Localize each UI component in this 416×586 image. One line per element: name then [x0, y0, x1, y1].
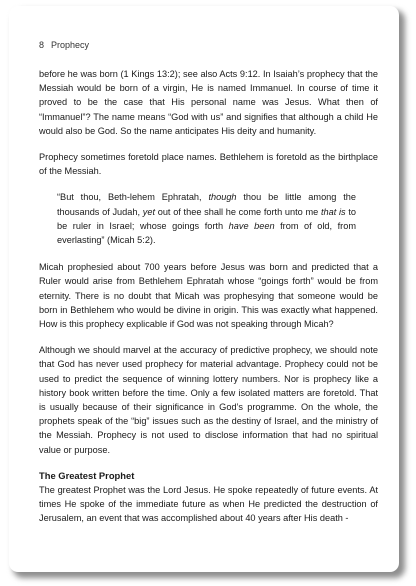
page-number: 8 — [39, 40, 45, 50]
section-title: Prophecy — [51, 40, 90, 50]
quote-text: out of thee shall he come forth unto me — [155, 206, 321, 217]
quote-italic: have been — [228, 220, 275, 231]
block-quote-micah — [39, 190, 378, 247]
running-header — [39, 40, 378, 51]
paragraph-immanuel: before he was born (1 Kings 13:2); see also Acts 9:12. In Isaiah’s prophecy that the Messiah would be born of a virgin, He is named Immanuel. In course of time it proved to be the case that His personal name was Jesus. What then of “Immanuel”? The name means “God with us” and signifies that although a child He would also be God. So the name anticipates His deity and humanity. — [39, 69, 378, 136]
paragraph-predictive-prophecy: Although we should marvel at the accuracy of predictive prophecy, we should note that God has never used prophecy for material advantage. Prophecy could not be used to predict the sequence of winning lottery numbers. Nor is prophecy like a history book written before the time. Only a few isolated matters are foretold. That is usually because of their significance in God’s programme. On the whole, the prophets speak of the “big” issues such as the destiny of Israel, and the ministry of the Messiah. Prophecy is not used to disclose information that had no spiritual value or purpose. — [39, 345, 378, 455]
document-page — [9, 6, 399, 572]
quote-text: thou be little among the thousands of Judah, — [57, 192, 356, 217]
quote-italic: that is — [320, 206, 346, 217]
paragraph-greatest-prophet: The greatest Prophet was the Lord Jesus. He spoke repeatedly of future events. At times He spoke of the immediate future as when He predicted the destruction of Jerusalem, an event that was accomplished about 40 years after His death - — [39, 485, 378, 524]
quote-text: “But thou, Beth-lehem Ephratah, — [57, 192, 209, 203]
section-heading: The Greatest Prophet — [39, 469, 135, 481]
quote-italic: though — [208, 192, 237, 203]
quote-text: from of old, from everlasting” (Micah 5:2). — [57, 220, 357, 246]
quote-italic: yet — [142, 206, 156, 217]
paragraph-micah-prophecy: Micah prophesied about 700 years before Jesus was born and predicted that a Ruler would arise from Bethlehem Ephratah whose “goings forth” would be from eternity. There is no doubt that Micah was prophesying that someone would be born in Bethlehem who would be divine in origin. This was exactly what happened. How is this prophecy explicable if God was not speaking through Micah? — [39, 262, 378, 330]
paragraph-place-names: Prophecy sometimes foretold place names. Bethlehem is foretold as the birthplace of the Messiah. — [39, 152, 378, 177]
quote-text: to be ruler in Israel; whose goings forth — [57, 206, 357, 231]
